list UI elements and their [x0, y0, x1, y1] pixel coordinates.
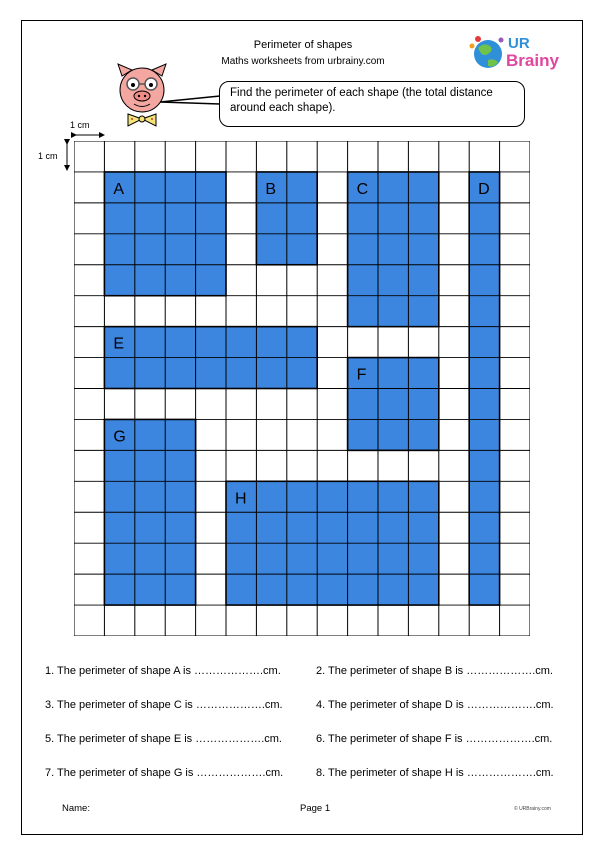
shape-label-c: C [356, 180, 369, 198]
square-grid [74, 141, 530, 636]
copyright-text: © URBrainy.com [514, 806, 551, 812]
question-7: 7. The perimeter of shape G is ……………….cm. [45, 767, 284, 779]
speech-bubble-tail [156, 90, 226, 110]
page-title: Perimeter of shapes [253, 39, 353, 51]
question-5: 5. The perimeter of shape E is ……………….cm. [45, 733, 282, 745]
page-subtitle: Maths worksheets from urbrainy.com [221, 56, 385, 67]
logo-ur-text: UR [508, 35, 530, 52]
question-8: 8. The perimeter of shape H is ……………….cm. [316, 767, 554, 779]
question-4: 4. The perimeter of shape D is ……………….cm. [316, 699, 554, 711]
logo-brainy-text: Brainy [506, 51, 559, 70]
shape-label-f: F [356, 366, 367, 384]
name-label: Name: [62, 803, 90, 814]
question-2: 2. The perimeter of shape B is ……………….cm. [316, 665, 553, 677]
scale-vertical-label: 1 cm [38, 151, 58, 161]
page-number: Page 1 [300, 803, 331, 814]
shape-label-a: A [113, 180, 125, 198]
shape-label-b: B [265, 180, 277, 198]
question-3: 3. The perimeter of shape C is ……………….cm. [45, 699, 283, 711]
shape-label-g: G [113, 428, 126, 446]
scale-horizontal-label: 1 cm [70, 120, 90, 130]
shape-label-e: E [113, 335, 125, 353]
instruction-bubble: Find the perimeter of each shape (the total distance around each shape). [219, 81, 525, 127]
urbrainy-logo [468, 30, 568, 74]
question-1: 1. The perimeter of shape A is ……………….cm. [45, 665, 281, 677]
shape-label-d: D [478, 180, 490, 198]
shape-label-h: H [235, 490, 247, 508]
question-6: 6. The perimeter of shape F is ……………….cm. [316, 733, 553, 745]
